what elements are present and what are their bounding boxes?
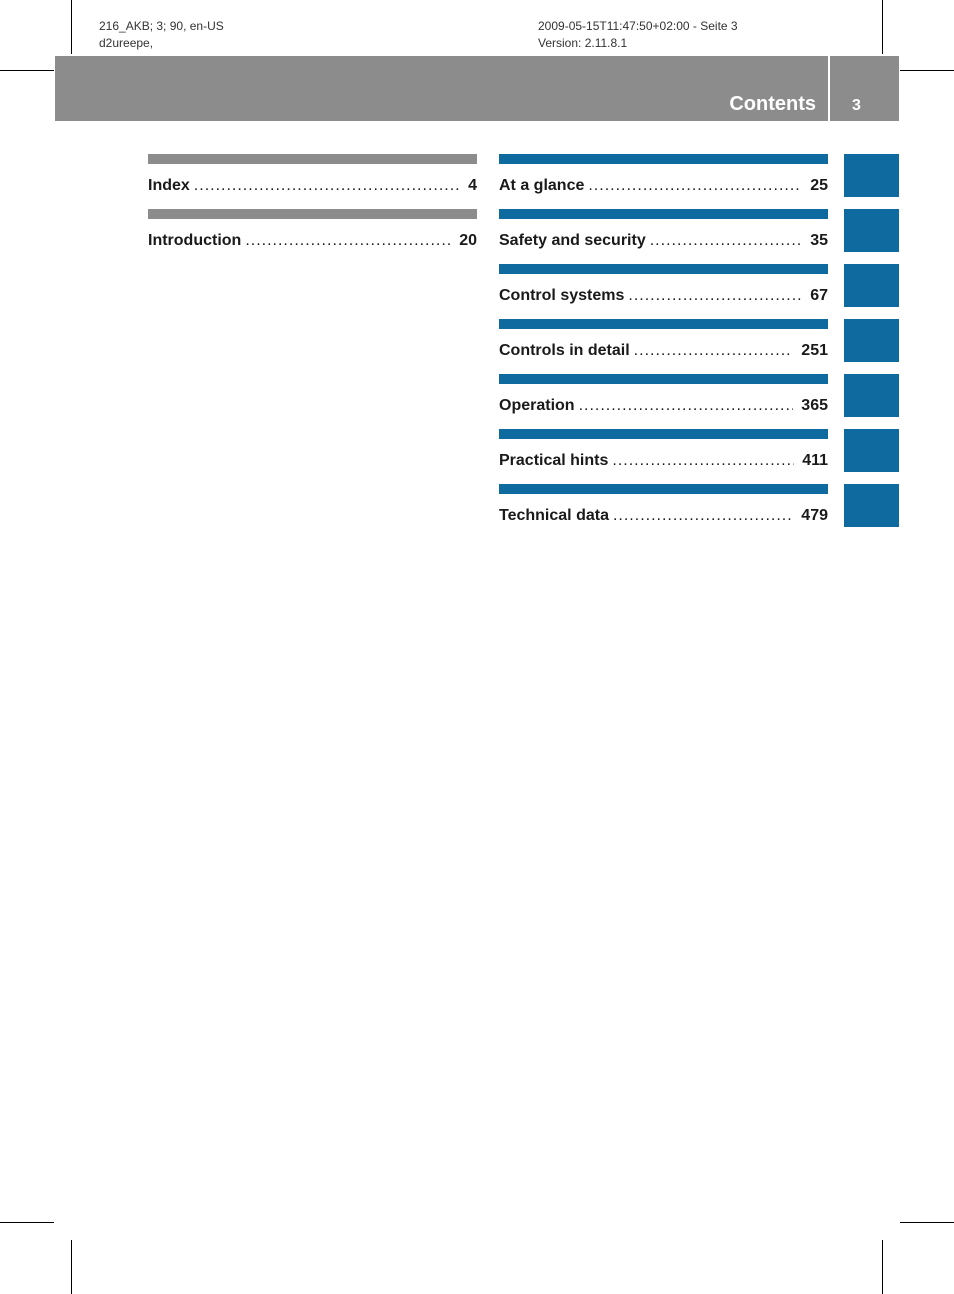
print-meta-line: d2ureepe, bbox=[99, 36, 154, 50]
toc-entry-index[interactable] bbox=[148, 154, 477, 209]
print-meta-line: 2009-05-15T11:47:50+02:00 - Seite 3 bbox=[538, 19, 738, 33]
dot-leader bbox=[245, 231, 451, 251]
toc-entry-page: 35 bbox=[810, 232, 828, 249]
section-bar bbox=[499, 484, 828, 494]
toc-entry-title: Index bbox=[148, 177, 190, 194]
section-bar bbox=[499, 154, 828, 164]
toc-left-column bbox=[148, 154, 477, 264]
dot-leader bbox=[194, 176, 460, 196]
toc-entry-page: 251 bbox=[801, 342, 828, 359]
print-meta-line: Version: 2.11.8.1 bbox=[538, 36, 628, 50]
toc-entry-technical-data[interactable] bbox=[499, 484, 828, 539]
toc-entry-operation[interactable] bbox=[499, 374, 828, 429]
dot-leader bbox=[579, 396, 794, 416]
section-bar bbox=[499, 264, 828, 274]
thumb-tab-control-systems[interactable] bbox=[844, 264, 899, 307]
thumb-tab-technical-data[interactable] bbox=[844, 484, 899, 527]
toc-entry-title: Introduction bbox=[148, 232, 242, 249]
toc-right-column bbox=[499, 154, 828, 539]
page-title: Contents bbox=[729, 93, 816, 115]
section-bar bbox=[499, 319, 828, 329]
crop-mark bbox=[882, 0, 883, 54]
print-meta-right bbox=[538, 18, 738, 52]
toc-entry-title: Operation bbox=[499, 397, 575, 414]
toc-entry-control-systems[interactable] bbox=[499, 264, 828, 319]
dot-leader bbox=[613, 506, 793, 526]
section-bar bbox=[148, 209, 477, 219]
dot-leader bbox=[612, 451, 794, 471]
section-bar bbox=[499, 429, 828, 439]
print-meta-line: 216_AKB; 3; 90, en-US bbox=[99, 19, 224, 33]
page-header bbox=[55, 56, 828, 121]
toc-entry-title: Practical hints bbox=[499, 452, 609, 469]
toc-entry-page: 479 bbox=[801, 507, 828, 524]
toc-entry-title: At a glance bbox=[499, 177, 585, 194]
dot-leader bbox=[634, 341, 794, 361]
thumb-tab-controls-in-detail[interactable] bbox=[844, 319, 899, 362]
print-meta-left bbox=[99, 18, 224, 52]
toc-entry-title: Safety and security bbox=[499, 232, 646, 249]
thumb-tab-practical-hints[interactable] bbox=[844, 429, 899, 472]
toc-entry-at-a-glance[interactable] bbox=[499, 154, 828, 209]
crop-mark bbox=[900, 1222, 954, 1223]
thumb-tab-safety-and-security[interactable] bbox=[844, 209, 899, 252]
toc-entry-title: Technical data bbox=[499, 507, 609, 524]
dot-leader bbox=[650, 231, 802, 251]
crop-mark bbox=[882, 1240, 883, 1294]
thumb-tabs bbox=[844, 154, 899, 539]
section-bar bbox=[148, 154, 477, 164]
crop-mark bbox=[900, 70, 954, 71]
crop-mark bbox=[71, 0, 72, 54]
toc-entry-page: 411 bbox=[802, 452, 828, 469]
toc-entry-page: 365 bbox=[801, 397, 828, 414]
toc-entry-safety-and-security[interactable] bbox=[499, 209, 828, 264]
toc-entry-title: Control systems bbox=[499, 287, 625, 304]
toc-entry-introduction[interactable] bbox=[148, 209, 477, 264]
crop-mark bbox=[0, 1222, 54, 1223]
toc-entry-controls-in-detail[interactable] bbox=[499, 319, 828, 374]
dot-leader bbox=[588, 176, 802, 196]
thumb-tab-at-a-glance[interactable] bbox=[844, 154, 899, 197]
toc-entry-page: 20 bbox=[459, 232, 477, 249]
section-bar bbox=[499, 374, 828, 384]
section-bar bbox=[499, 209, 828, 219]
toc-entry-page: 67 bbox=[810, 287, 828, 304]
toc-entry-title: Controls in detail bbox=[499, 342, 630, 359]
thumb-tab-operation[interactable] bbox=[844, 374, 899, 417]
toc-entry-page: 25 bbox=[810, 177, 828, 194]
toc-entry-page: 4 bbox=[468, 177, 477, 194]
page-number-box bbox=[830, 56, 899, 121]
page-number: 3 bbox=[852, 97, 861, 114]
crop-mark bbox=[71, 1240, 72, 1294]
crop-mark bbox=[0, 70, 54, 71]
dot-leader bbox=[628, 286, 802, 306]
toc-entry-practical-hints[interactable] bbox=[499, 429, 828, 484]
